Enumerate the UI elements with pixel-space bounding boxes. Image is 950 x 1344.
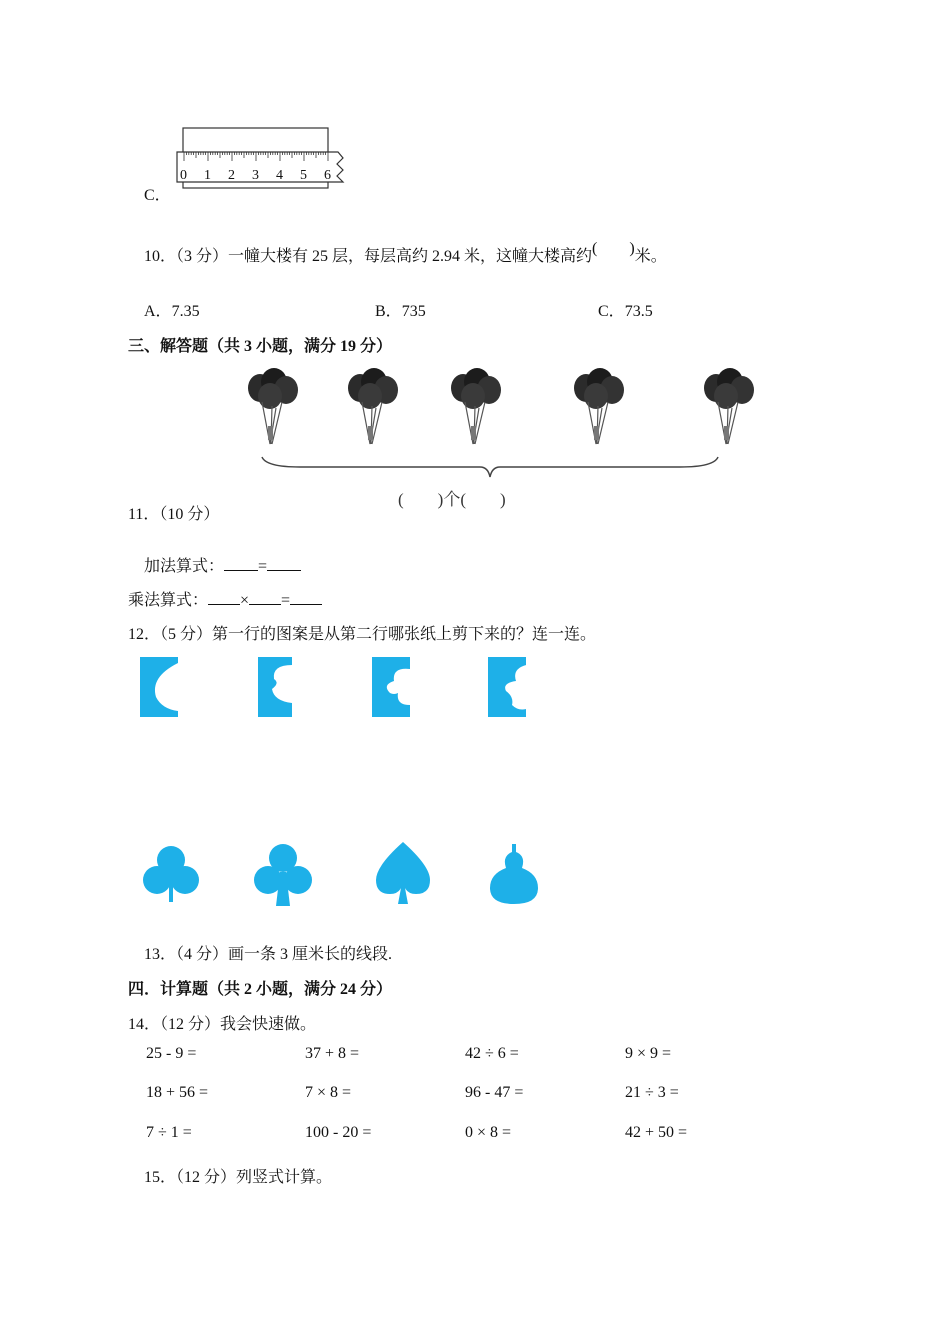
equals-sign: = [258,558,268,575]
equals-sign: = [281,592,291,609]
times-sign: × [240,592,250,609]
question-number: 13． [144,946,177,963]
option-value: 73.5 [624,303,653,320]
ruler-tick-label: 5 [300,168,307,183]
option-b[interactable] [375,298,426,321]
addition-line [144,553,301,576]
section-heading: 四．计算题（共 2 小题，满分 24 分） [128,981,393,998]
balloon-bunch-icon [242,368,302,450]
section-heading: 三、解答题（共 3 小题，满分 19 分） [128,338,393,355]
figure-caption: ( )个( ) [398,490,506,509]
calc-item: 18 + 56 = [146,1084,209,1101]
option-a[interactable] [144,298,200,321]
question-text: （5 分）第一行的图案是从第二行哪张纸上剪下来的？连一连。 [160,626,597,643]
ruler-tick-label: 0 [180,168,187,183]
ruler-tick-label: 3 [252,168,259,183]
ruler-figure [170,124,350,194]
club-icon[interactable] [252,842,314,908]
calc-item: 21 ÷ 3 = [625,1084,679,1101]
question-number: 14． [128,1016,161,1033]
unit-suffix: 米。 [634,248,667,265]
answer-blank[interactable] [267,556,301,571]
cut-paper-b-icon[interactable] [258,657,294,717]
question-15 [144,1164,332,1187]
question-number: 11． [128,506,160,523]
question-score: （10 分） [159,506,220,523]
ruler-tick-label: 6 [324,168,331,183]
multiplication-label: 乘法算式： [128,592,209,609]
question-text: （4 分）画一条 3 厘米长的线段. [176,946,393,963]
ruler-tick-label: 4 [276,168,283,183]
answer-blank[interactable] [290,590,322,605]
question-10 [144,240,667,266]
calc-item: 9 × 9 = [625,1045,672,1062]
option-value: 7.35 [171,303,200,320]
question-number: 15． [144,1169,177,1186]
calc-item: 7 × 8 = [305,1084,352,1101]
calc-item: 37 + 8 = [305,1045,360,1062]
ruler-tick-label: 2 [228,168,235,183]
option-label: A． [144,303,172,320]
calc-item: 42 ÷ 6 = [465,1045,519,1062]
answer-bracket: ( ) [592,240,635,257]
calc-item: 96 - 47 = [465,1084,524,1101]
answer-blank[interactable] [249,590,281,605]
addition-label: 加法算式： [144,558,225,575]
calc-item: 0 × 8 = [465,1124,512,1141]
calc-item: 25 - 9 = [146,1045,197,1062]
question-11 [128,501,219,524]
balloon-bunch-icon [445,368,505,450]
answer-blank[interactable] [208,590,240,605]
balloon-bunch-icon [698,368,758,450]
spade-icon[interactable] [372,840,434,906]
multiplication-line [128,587,322,610]
question-number: 12． [128,626,161,643]
question-14 [128,1011,316,1034]
balloon-figure [230,360,760,510]
option-value: 735 [401,303,426,320]
cut-paper-c-icon[interactable] [372,657,412,717]
question-12 [128,621,596,644]
calc-item: 7 ÷ 1 = [146,1124,192,1141]
calc-item: 100 - 20 = [305,1124,372,1141]
option-c[interactable] [598,298,653,321]
gourd-icon[interactable] [488,842,540,906]
option-label: C． [598,303,625,320]
question-13 [144,941,392,964]
trefoil-icon[interactable] [140,842,202,904]
option-c-label: C． [144,187,171,204]
balloon-bunch-icon [342,368,402,450]
answer-blank[interactable] [224,556,258,571]
question-text: （12 分）列竖式计算。 [176,1169,333,1186]
balloon-bunch-icon [568,368,628,450]
option-label: B． [375,303,402,320]
calc-item: 42 + 50 = [625,1124,688,1141]
ruler-tick-label: 1 [204,168,211,183]
question-text: （3 分）一幢大楼有 25 层，每层高约 2.94 米，这幢大楼高约 [176,248,593,265]
question-text: （12 分）我会快速做。 [160,1016,317,1033]
cut-paper-a-icon[interactable] [140,657,182,717]
cut-paper-d-icon[interactable] [488,657,528,717]
question-number: 10． [144,248,177,265]
